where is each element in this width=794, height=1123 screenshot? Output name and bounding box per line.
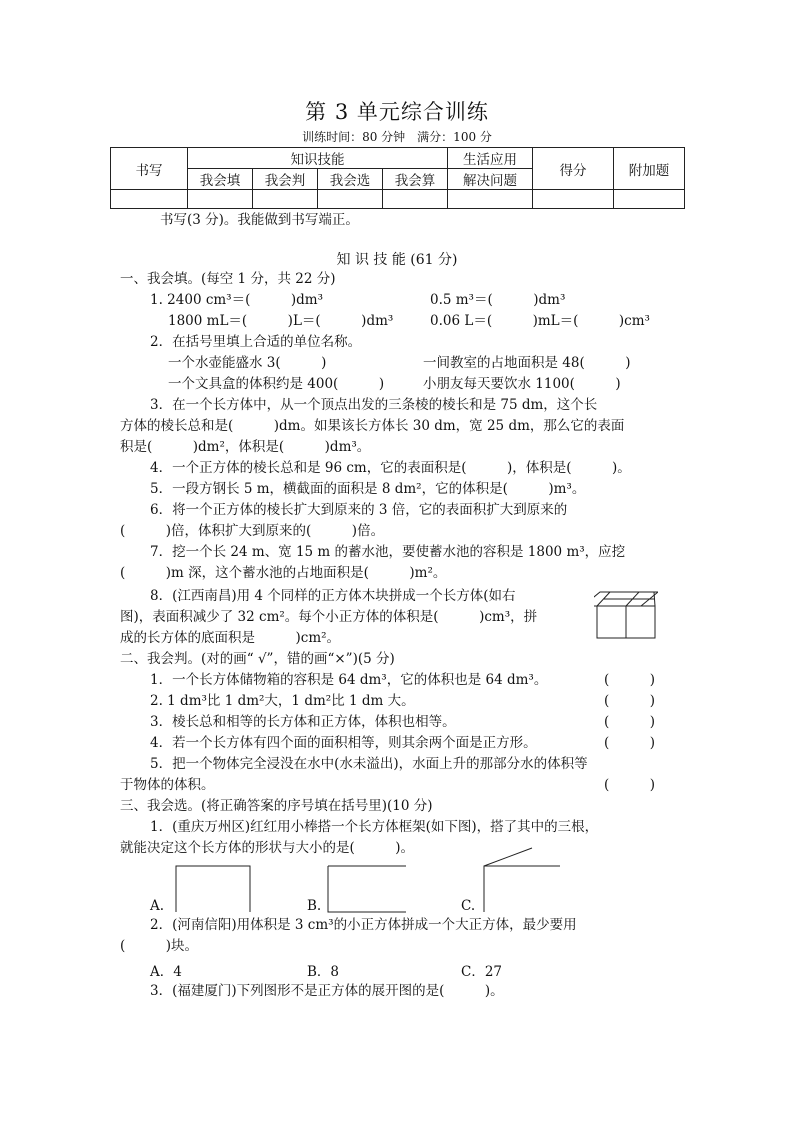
question-line: 8．(江西南昌)用 4 个同样的正方体木块拼成一个长方体(如右 <box>150 588 516 604</box>
question-line: 6．将一个正方体的棱长扩大到原来的 3 倍，它的表面积扩大到原来的 <box>150 502 568 518</box>
score-input-cell[interactable] <box>448 190 533 209</box>
question-line: 0.06 L＝( )mL＝( )cm³ <box>430 313 650 329</box>
choice-line: 3．(福建厦门)下列图形不是正方体的展开图的是( )。 <box>150 983 504 999</box>
option-b[interactable]: B．8 <box>307 964 340 980</box>
option-c-frame-figure <box>478 846 564 914</box>
score-input-cell[interactable] <box>383 190 448 209</box>
writing-note: 书写(3 分)。我能做到书写端正。 <box>160 212 359 228</box>
question-line: 成的长方体的底面积是 )cm²。 <box>120 630 341 646</box>
judge-line: 3．棱长总和相等的长方体和正方体，体积也相等。 <box>150 714 456 730</box>
option-c-label[interactable]: C. <box>461 898 476 914</box>
answer-paren[interactable]: ( ) <box>604 735 656 751</box>
score-input-cell[interactable] <box>111 190 188 209</box>
question-line: 0.5 m³＝( )dm³ <box>430 292 566 308</box>
cell-sub-choose: 我会选 <box>318 169 383 190</box>
cell-bonus: 附加题 <box>614 148 685 190</box>
choice-line: 2．(河南信阳)用体积是 3 cm³的小正方体拼成一个大正方体，最少要用 <box>150 917 577 933</box>
option-b-frame-figure <box>322 862 412 914</box>
question-line: 一间教室的占地面积是 48( ) <box>423 355 631 371</box>
four-cube-cuboid-figure <box>594 588 658 642</box>
cell-sub-fill: 我会填 <box>188 169 253 190</box>
cell-sub-solve: 解决问题 <box>448 169 533 190</box>
score-input-cell[interactable] <box>188 190 253 209</box>
option-b-label[interactable]: B. <box>307 898 322 914</box>
question-line: 图)，表面积减少了 32 cm²。每个小正方体的体积是( )cm³，拼 <box>120 609 538 625</box>
question-line: 小朋友每天要饮水 1100( ) <box>423 376 621 392</box>
question-line: 一个水壶能盛水 3( ) <box>168 355 327 371</box>
question-line: 5．一段方钢长 5 m，横截面的面积是 8 dm²，它的体积是( )m³。 <box>150 481 586 497</box>
cell-score: 得分 <box>533 148 614 190</box>
answer-paren[interactable]: ( ) <box>604 672 656 688</box>
answer-paren[interactable]: ( ) <box>604 693 656 709</box>
cell-life: 生活应用 <box>448 148 533 169</box>
score-table <box>110 147 685 209</box>
judge-line: 于物体的体积。 <box>120 777 215 793</box>
question-line: 1. 2400 cm³＝( )dm³ <box>150 292 323 308</box>
answer-paren[interactable]: ( ) <box>604 714 656 730</box>
question-line: ( )m 深，这个蓄水池的占地面积是( )m²。 <box>120 565 447 581</box>
option-a-frame-figure <box>170 862 256 914</box>
score-input-cell[interactable] <box>253 190 318 209</box>
choice-line: 就能决定这个长方体的形状与大小的是( )。 <box>120 840 415 856</box>
cell-knowledge: 知识技能 <box>188 148 448 169</box>
part2-heading: 二、我会判。(对的画“ √”，错的画“×”)(5 分) <box>120 651 395 667</box>
option-a[interactable]: A．4 <box>150 964 182 980</box>
option-c[interactable]: C．27 <box>461 964 503 980</box>
cell-writing: 书写 <box>111 148 188 190</box>
option-a-label[interactable]: A. <box>150 898 165 914</box>
score-input-cell[interactable] <box>614 190 685 209</box>
question-line: ( )倍，体积扩大到原来的( )倍。 <box>120 523 385 539</box>
judge-line: 2. 1 dm³比 1 dm²大，1 dm²比 1 dm 大。 <box>150 693 415 709</box>
page-subtitle: 训练时间：80 分钟 满分：100 分 <box>302 130 492 144</box>
judge-line: 1．一个长方体储物箱的容积是 64 dm³，它的体积也是 64 dm³。 <box>150 672 548 688</box>
section-title: 知 识 技 能 (61 分) <box>336 252 458 268</box>
answer-paren[interactable]: ( ) <box>604 777 656 793</box>
score-input-cell[interactable] <box>533 190 614 209</box>
judge-line: 4．若一个长方体有四个面的面积相等，则其余两个面是正方形。 <box>150 735 537 751</box>
question-line: 3．在一个长方体中，从一个顶点出发的三条棱的棱长和是 75 dm，这个长 <box>150 397 598 413</box>
question-line: 一个文具盒的体积约是 400( ) <box>168 376 385 392</box>
choice-line: ( )块。 <box>120 938 199 954</box>
cell-sub-calc: 我会算 <box>383 169 448 190</box>
question-line: 方体的棱长总和是( )dm。如果该长方体长 30 dm，宽 25 dm，那么它的表面 <box>120 418 625 434</box>
part3-heading: 三、我会选。(将正确答案的序号填在括号里)(10 分) <box>120 798 433 814</box>
question-line: 7．挖一个长 24 m、宽 15 m 的蓄水池，要使蓄水池的容积是 1800 m³，应挖 <box>150 544 626 560</box>
question-line: 4．一个正方体的棱长总和是 96 cm，它的表面积是( )，体积是( )。 <box>150 460 631 476</box>
judge-line: 5．把一个物体完全浸没在水中(水未溢出)，水面上升的那部分水的体积等 <box>150 756 588 772</box>
question-line: 2．在括号里填上合适的单位名称。 <box>150 334 362 350</box>
cell-sub-judge: 我会判 <box>253 169 318 190</box>
part1-heading: 一、我会填。(每空 1 分，共 22 分) <box>120 271 336 287</box>
question-line: 1800 mL＝( )L＝( )dm³ <box>168 313 394 329</box>
choice-line: 1．(重庆万州区)红红用小棒搭一个长方体框架(如下图)，搭了其中的三根， <box>150 819 599 835</box>
page-title: 第 3 单元综合训练 <box>305 100 489 124</box>
question-line: 积是( )dm²，体积是( )dm³。 <box>120 439 371 455</box>
score-input-cell[interactable] <box>318 190 383 209</box>
